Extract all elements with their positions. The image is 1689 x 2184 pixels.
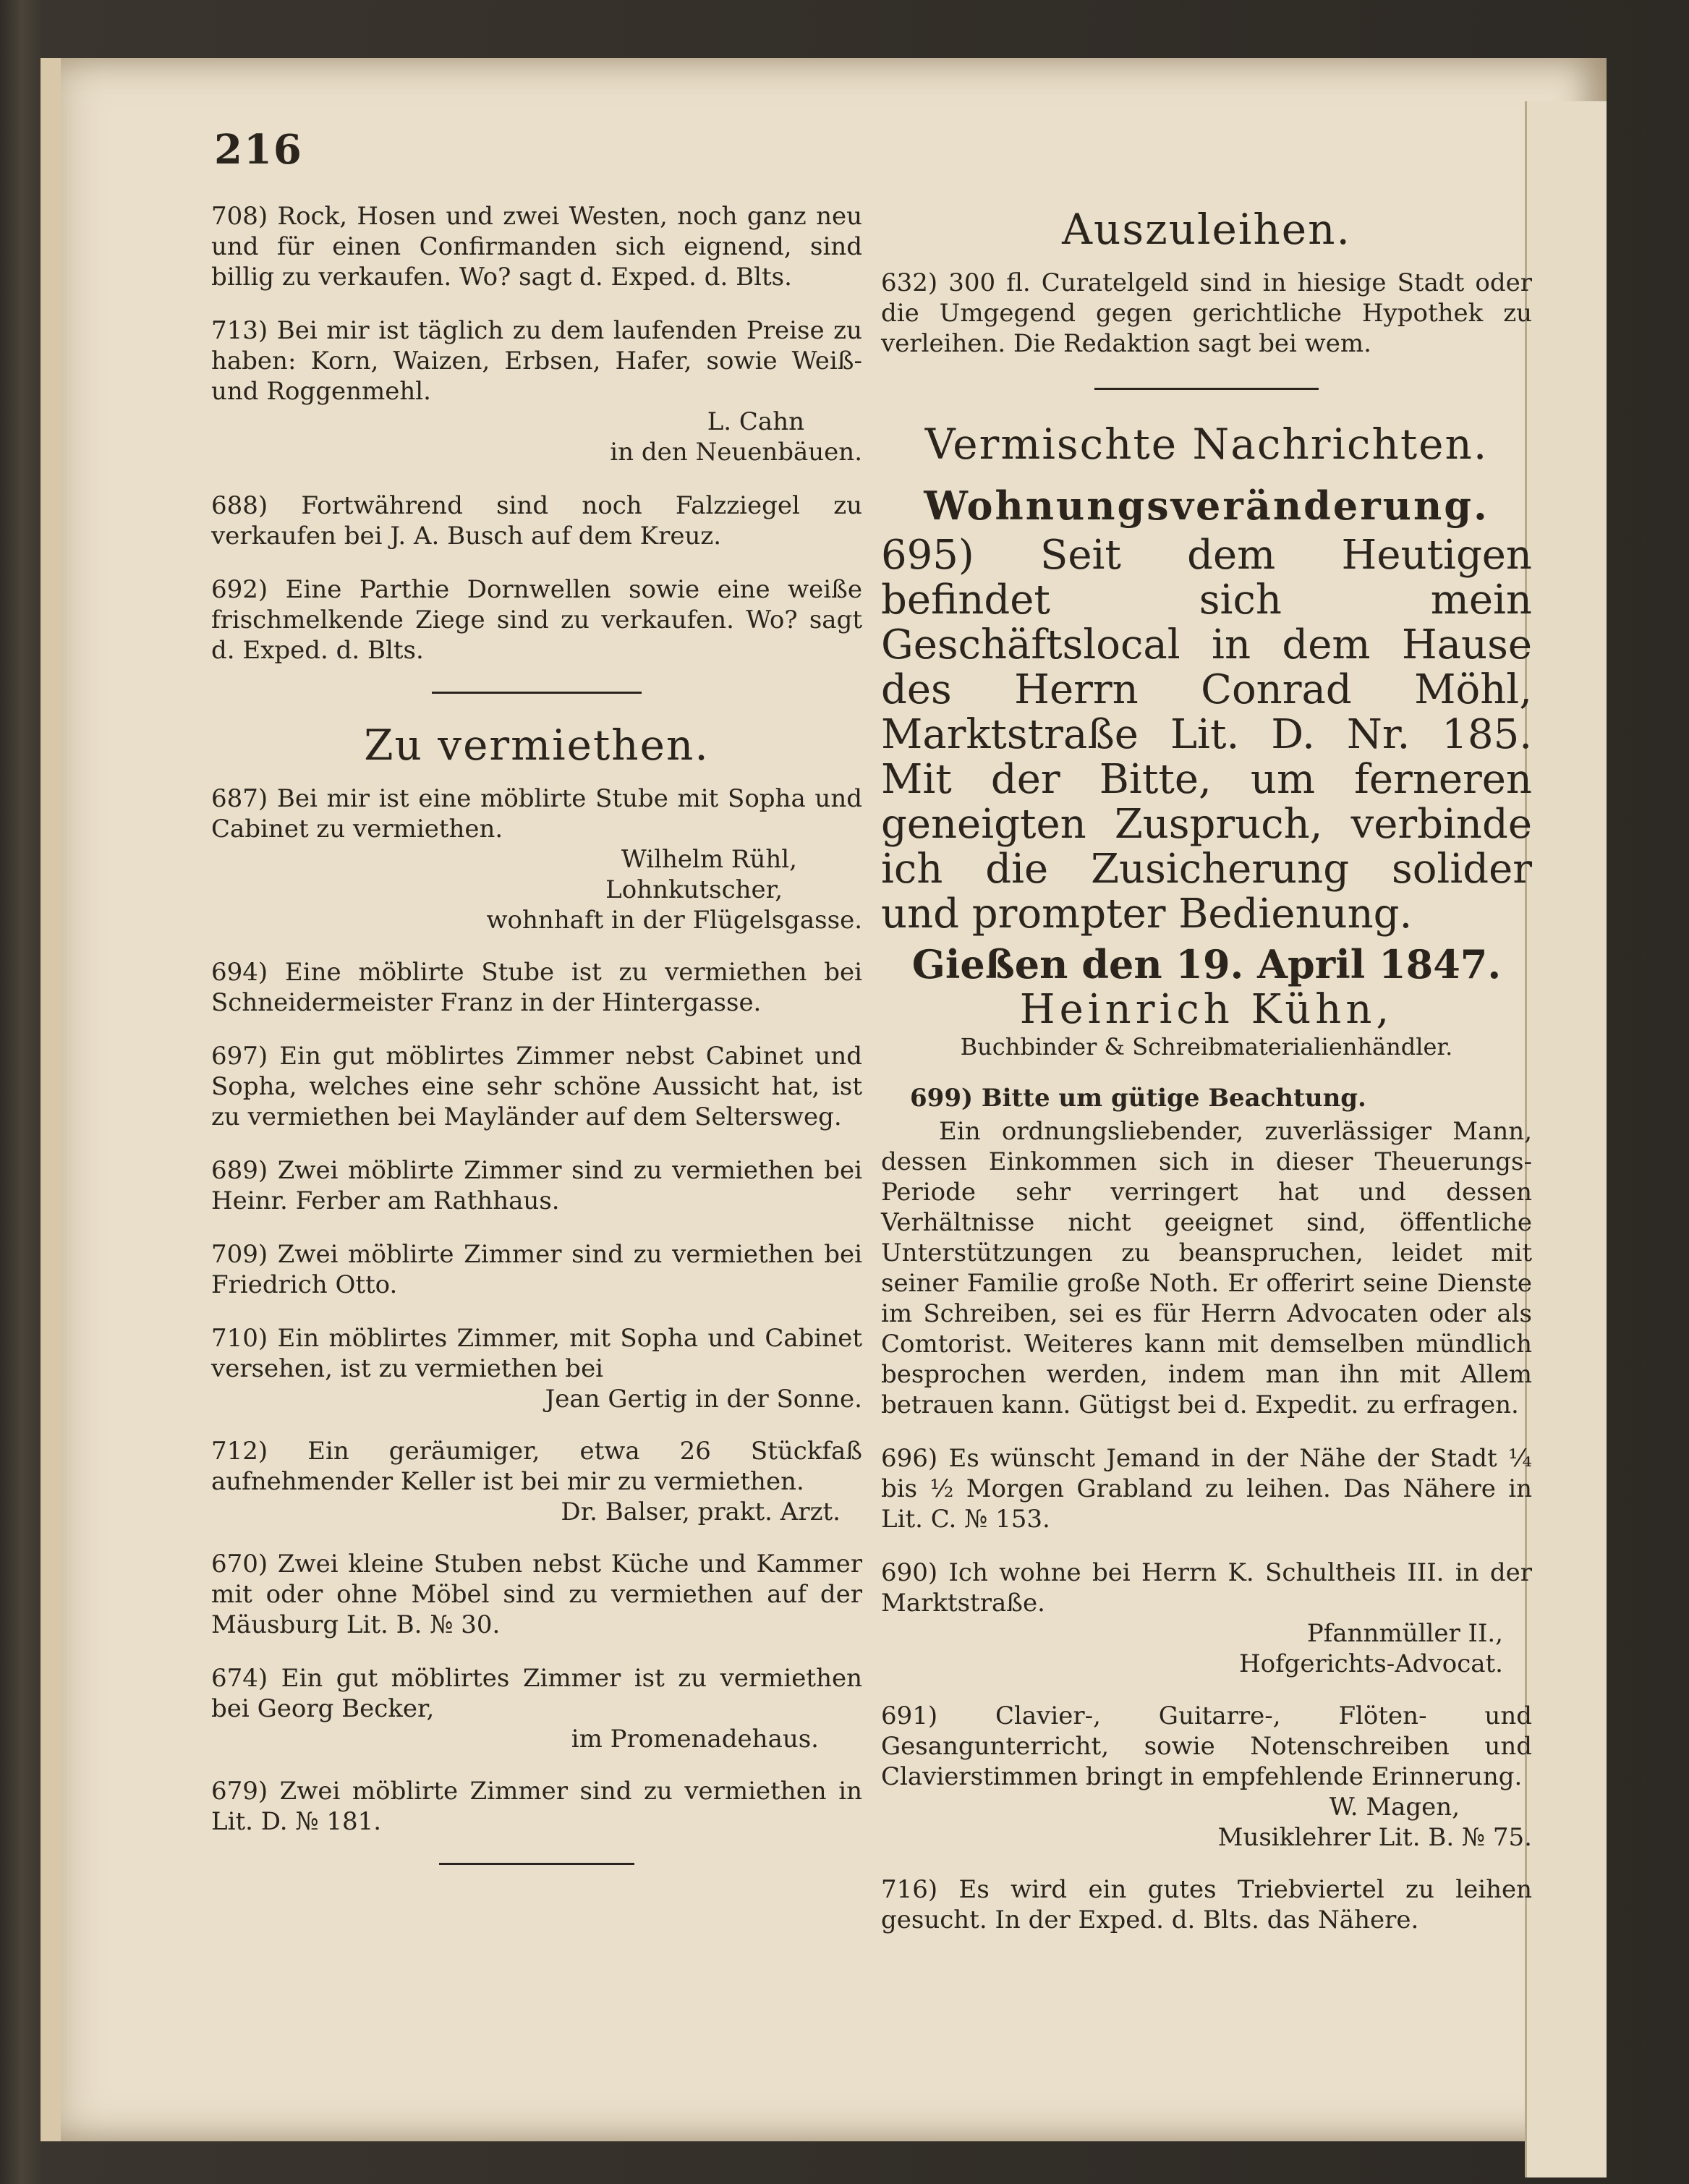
ad-674-text: 674) Ein gut möblirtes Zimmer ist zu vermiethen bei Georg Becker, bbox=[211, 1664, 862, 1723]
right-column bbox=[881, 201, 1532, 1958]
ad-691-sig1: W. Magen, bbox=[1329, 1793, 1460, 1822]
ad-695-name: Heinrich Kühn, bbox=[1019, 986, 1394, 1033]
ad-679: 679) Zwei möblirte Zimmer sind zu vermiethen in Lit. D. № 181. bbox=[211, 1777, 862, 1836]
ad-687-text: 687) Bei mir ist eine möblirte Stube mit Sopha und Cabinet zu vermiethen. bbox=[211, 784, 862, 844]
ad-710-sig1: Jean Gertig in der Sonne. bbox=[545, 1385, 862, 1414]
ad-712-sig1: Dr. Balser, prakt. Arzt. bbox=[561, 1497, 841, 1526]
ad-690-text: 690) Ich wohne bei Herrn K. Schultheis III. in der Marktstraße. bbox=[881, 1558, 1532, 1618]
ad-709: 709) Zwei möblirte Zimmer sind zu vermiethen bei Friedrich Otto. bbox=[211, 1240, 862, 1299]
ad-691-text: 691) Clavier-, Guitarre-, Flöten- und Gesangunterricht, sowie Notenschreiben und Clavierstimmen bringt in empfehlende Erinnerung. bbox=[881, 1701, 1532, 1791]
ad-699-text: Ein ordnungsliebender, zuverlässiger Mann, dessen Einkommen sich in dieser Theuerungs-Periode sehr verringert hat und dessen Verhältnisse nicht geeignet sind, öffentliche Unterstützungen zu beanspruchen, leidet mit seiner Familie große Noth. Er offerirt seine Dienste im Schreiben, sei es für Herrn Advocaten oder als Comtorist. Weiteres kann mit demselben mündlich besprochen werden, indem man ihn mit Allem betrauen kann. Gütigst bei d. Expedit. zu erfragen. bbox=[881, 1117, 1532, 1419]
ad-712-text: 712) Ein geräumiger, etwa 26 Stückfaß aufnehmender Keller ist bei mir zu vermiethen. bbox=[211, 1437, 862, 1496]
ad-690-sig1: Pfannmüller II., bbox=[1306, 1619, 1503, 1648]
ad-691 bbox=[881, 1701, 1532, 1853]
page-number: 216 bbox=[214, 126, 303, 174]
ad-689: 689) Zwei möblirte Zimmer sind zu vermiethen bei Heinr. Ferber am Rathhaus. bbox=[211, 1156, 862, 1215]
heading-zu-vermiethen: Zu vermiethen. bbox=[364, 721, 710, 770]
ad-688: 688) Fortwährend sind noch Falzziegel zu verkaufen bei J. A. Busch auf dem Kreuz. bbox=[211, 491, 862, 551]
ad-687 bbox=[211, 783, 862, 935]
ad-710-text: 710) Ein möblirtes Zimmer, mit Sopha und Cabinet versehen, ist zu vermiethen bei bbox=[211, 1324, 862, 1383]
ad-696: 696) Es wünscht Jemand in der Nähe der Stadt ¼ bis ½ Morgen Grabland zu leihen. Das Nähere in Lit. C. № 153. bbox=[881, 1444, 1532, 1534]
ad-632: 632) 300 fl. Curatelgeld sind in hiesige Stadt oder die Umgegend gegen gerichtliche Hypothek zu verleihen. Die Redaktion sagt bei wem. bbox=[881, 268, 1532, 358]
ad-687-sig2: Lohnkutscher, bbox=[605, 875, 783, 904]
ad-687-sig3: wohnhaft in der Flügelsgasse. bbox=[486, 906, 862, 935]
ad-694: 694) Eine möblirte Stube ist zu vermiethen bei Schneidermeister Franz in der Hintergasse. bbox=[211, 958, 862, 1017]
ad-716: 716) Es wird ein gutes Triebviertel zu leihen gesucht. In der Exped. d. Blts. das Nähere. bbox=[881, 1875, 1532, 1934]
ad-710 bbox=[211, 1323, 862, 1414]
end-rule bbox=[439, 1863, 634, 1865]
ad-670: 670) Zwei kleine Stuben nebst Küche und Kammer mit oder ohne Möbel sind zu vermiethen auf der Mäusburg Lit. B. № 30. bbox=[211, 1550, 862, 1639]
ad-687-sig1: Wilhelm Rühl, bbox=[621, 845, 797, 874]
ad-695-text: 695) Seit dem Heutigen befindet sich mein Geschäftslocal in dem Hause des Herrn Conrad Möhl, Marktstraße Lit. D. Nr. 185. Mit der Bitte, um ferneren geneigten Zuspruch, verbinde ich die Zusicherung solider und prompter Bedienung. bbox=[881, 532, 1532, 938]
ad-695-trade: Buchbinder & Schreibmaterialienhändler. bbox=[960, 1033, 1453, 1061]
ad-708: 708) Rock, Hosen und zwei Westen, noch ganz neu und für einen Confirmanden sich eignend, sind billig zu verkaufen. Wo? sagt d. Exped. d. Blts. bbox=[211, 202, 862, 292]
ad-713-sig1: L. Cahn bbox=[707, 407, 804, 436]
ad-697: 697) Ein gut möblirtes Zimmer nebst Cabinet und Sopha, welches eine sehr schöne Aussicht hat, ist zu vermiethen bei Mayländer auf dem Seltersweg. bbox=[211, 1042, 862, 1131]
ad-712 bbox=[211, 1436, 862, 1527]
section-rule bbox=[432, 692, 642, 694]
ad-695-date: Gießen den 19. April 1847. bbox=[911, 941, 1502, 987]
next-page-edge bbox=[1525, 101, 1607, 2177]
ad-691-sig2: Musiklehrer Lit. B. № 75. bbox=[1217, 1823, 1532, 1852]
ad-713 bbox=[211, 315, 862, 467]
ad-690 bbox=[881, 1558, 1532, 1679]
right-rule bbox=[1094, 388, 1319, 390]
heading-wohnungsveraenderung: Wohnungsveränderung. bbox=[924, 483, 1489, 529]
heading-auszuleihen: Auszuleihen. bbox=[1062, 205, 1351, 254]
ad-713-text: 713) Bei mir ist täglich zu dem laufenden Preise zu haben: Korn, Waizen, Erbsen, Hafer, sowie Weiß- und Roggenmehl. bbox=[211, 316, 862, 406]
ad-713-sig2: in den Neuenbäuen. bbox=[610, 438, 862, 467]
heading-vermischte-nachrichten: Vermischte Nachrichten. bbox=[924, 420, 1489, 469]
left-column bbox=[211, 201, 862, 1891]
ad-692: 692) Eine Parthie Dornwellen sowie eine weiße frischmelkende Ziege sind zu verkaufen. Wo? sagt d. Exped. d. Blts. bbox=[211, 575, 862, 665]
ad-674-sig1: im Promenadehaus. bbox=[571, 1725, 819, 1754]
ad-674 bbox=[211, 1663, 862, 1754]
ad-699-title: 699) Bitte um gütige Beachtung. bbox=[910, 1084, 1366, 1113]
ad-690-sig2: Hofgerichts-Advocat. bbox=[1238, 1649, 1503, 1678]
